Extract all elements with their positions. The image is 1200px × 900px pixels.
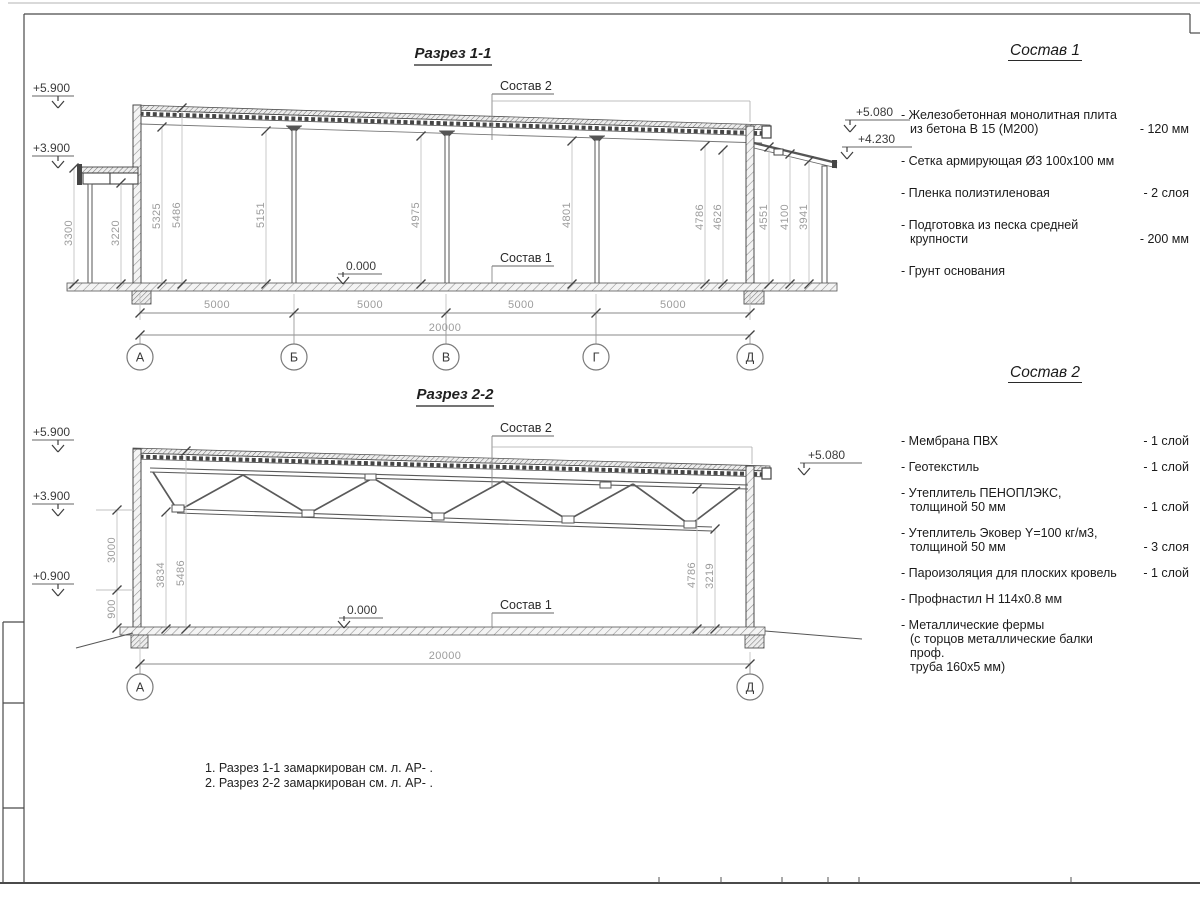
composition-2-title: Состав 2: [1010, 364, 1080, 381]
svg-text:Д: Д: [745, 350, 755, 365]
material-item: - Геотекстиль - 1 слой: [901, 460, 1189, 474]
elevation-mark: +5.080: [808, 448, 846, 462]
s1-columns: [286, 126, 605, 284]
elevation-mark: +3.900: [33, 141, 71, 155]
material-item: - Пленка полиэтиленовая - 2 слоя: [901, 186, 1189, 200]
note-line: 2. Разрез 2-2 замаркирован см. л. АР- .: [205, 776, 433, 790]
elevation-mark: +5.900: [33, 425, 71, 439]
s1-vertical-dims: [74, 108, 809, 284]
s2-truss: [150, 468, 748, 531]
svg-text:4100: 4100: [779, 203, 791, 231]
svg-text:4786: 4786: [686, 561, 698, 589]
material-thickness: - 1 слой: [1143, 434, 1189, 448]
sostav2-label: Состав 2: [500, 79, 552, 93]
section-2-title: Разрез 2-2: [416, 386, 494, 403]
material-item: - Пароизоляция для плоских кровель - 1 слой: [901, 566, 1189, 580]
material-thickness: - 1 слой: [1143, 566, 1189, 580]
svg-text:Б: Б: [289, 350, 299, 365]
svg-text:3000: 3000: [106, 536, 118, 564]
material-item: - Металлические фермы (с торцов металлические балки проф. труба 160х5 мм): [901, 618, 1093, 674]
material-item: - Подготовка из песка средней крупности - 200 мм: [901, 218, 1189, 246]
svg-text:5000: 5000: [659, 299, 687, 311]
elevation-mark: +5.900: [33, 81, 71, 95]
s2-vertical-dim-texts: [106, 537, 716, 619]
s2-axis-bubbles: [127, 674, 763, 700]
material-item: - Утеплитель Эковер Y=100 кг/м3, толщиной 50 мм - 3 слоя: [901, 526, 1189, 554]
svg-text:Д: Д: [745, 680, 755, 695]
svg-text:3834: 3834: [155, 561, 167, 589]
s2-vertical-dims: [117, 451, 715, 629]
elevation-mark: +4.230: [858, 132, 896, 146]
s1-bottom-dims: [127, 294, 763, 370]
svg-text:5325: 5325: [151, 202, 163, 230]
material-item: - Мембрана ПВХ - 1 слой: [901, 434, 1189, 448]
svg-text:А: А: [135, 350, 145, 365]
svg-text:5000: 5000: [356, 299, 384, 311]
svg-text:5151: 5151: [255, 201, 267, 229]
material-thickness: - 1 слой: [1143, 500, 1189, 514]
s2-dim-ticks: [113, 447, 720, 634]
note-line: 1. Разрез 1-1 замаркирован см. л. АР- .: [205, 761, 433, 775]
material-thickness: - 2 слоя: [1143, 186, 1189, 200]
svg-text:3220: 3220: [110, 219, 122, 247]
material-thickness: - 1 слой: [1143, 460, 1189, 474]
material-item: - Утеплитель ПЕНОПЛЭКС, толщиной 50 мм - 1 слой: [901, 486, 1189, 514]
sostav1-label: Состав 1: [500, 598, 552, 612]
composition-1-title: Состав 1: [1010, 42, 1080, 59]
s1-vertical-dim-texts: [63, 202, 810, 246]
composition-2-panel: [901, 366, 1189, 686]
zero-level-mark: 0.000: [347, 603, 378, 617]
svg-text:4801: 4801: [561, 201, 573, 229]
s2-bottom-dims: [127, 638, 763, 700]
svg-text:В: В: [441, 350, 451, 365]
sostav2-label: Состав 2: [500, 421, 552, 435]
svg-text:Г: Г: [592, 350, 600, 365]
material-item: - Железобетонная монолитная плита из бетона В 15 (М200) - 120 мм: [901, 108, 1189, 136]
zero-level-mark: 0.000: [346, 259, 377, 273]
svg-text:4786: 4786: [694, 203, 706, 231]
section-1-1: [32, 45, 912, 370]
s2-structure: [76, 448, 862, 648]
svg-text:3941: 3941: [798, 203, 810, 231]
s1-sostav-labels: [492, 79, 750, 283]
material-thickness: - 200 мм: [1139, 232, 1189, 246]
drawing-notes: [205, 761, 433, 791]
elevation-mark: +5.080: [856, 105, 894, 119]
material-item: - Грунт основания: [901, 264, 1006, 278]
svg-text:5486: 5486: [175, 559, 187, 587]
svg-text:3219: 3219: [704, 562, 716, 590]
svg-text:4626: 4626: [712, 203, 724, 231]
svg-text:А: А: [135, 680, 145, 695]
s1-axis-bubbles: [127, 344, 763, 370]
section-2-2: [32, 386, 862, 700]
svg-text:4551: 4551: [758, 203, 770, 231]
section-1-title: Разрез 1-1: [414, 45, 492, 62]
elevation-mark: +3.900: [33, 489, 71, 503]
svg-text:4975: 4975: [410, 201, 422, 229]
elevation-mark: +0.900: [33, 569, 71, 583]
s1-elevations: [32, 81, 912, 284]
material-item: - Сетка армирующая Ø3 100х100 мм: [901, 154, 1115, 168]
svg-text:20000: 20000: [428, 650, 462, 662]
svg-text:5000: 5000: [507, 299, 535, 311]
sostav1-label: Состав 1: [500, 251, 552, 265]
material-item: - Профнастил Н 114х0.8 мм: [901, 592, 1063, 606]
svg-text:3300: 3300: [63, 219, 75, 247]
svg-text:20000: 20000: [428, 322, 462, 334]
svg-text:5000: 5000: [203, 299, 231, 311]
svg-text:5486: 5486: [171, 201, 183, 229]
svg-text:900: 900: [106, 599, 118, 619]
material-thickness: - 3 слоя: [1143, 540, 1189, 554]
composition-1-panel: [901, 44, 1189, 296]
material-thickness: - 120 мм: [1139, 122, 1189, 136]
